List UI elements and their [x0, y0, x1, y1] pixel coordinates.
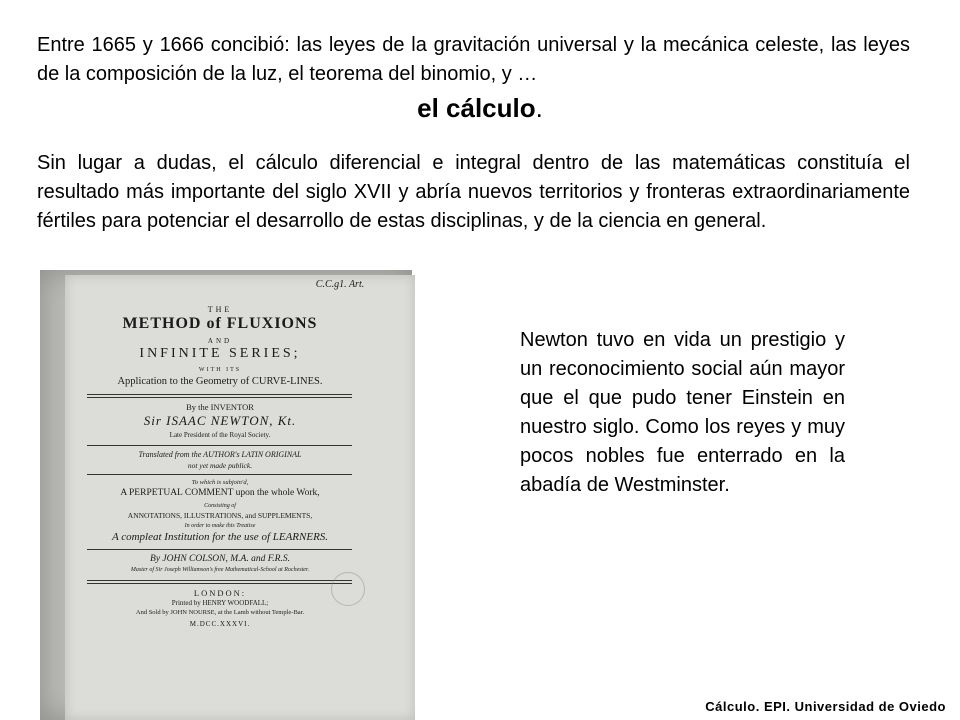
rule: [87, 580, 352, 584]
book-withits: WITH ITS: [198, 367, 242, 373]
book-colson: By JOHN COLSON, M.A. and F.R.S.: [150, 554, 290, 564]
book-and: AND: [207, 337, 233, 345]
book-president: Late President of the Royal Society.: [169, 431, 271, 439]
book-title-line1: METHOD of FLUXIONS: [122, 315, 318, 332]
book-by-inventor: By the INVENTOR: [186, 402, 254, 412]
rule: [87, 549, 352, 550]
book-comment: A PERPETUAL COMMENT upon the whole Work,: [120, 488, 320, 498]
highlight-bold-text: el cálculo: [417, 93, 536, 123]
highlight-heading: [0, 92, 960, 124]
book-translated: Translated from the AUTHOR's LATIN ORIGINAL: [138, 450, 302, 459]
book-master: Master of Sir Joseph Williamson's free Mathematical-School at Rochester.: [130, 567, 310, 573]
shelfmark-note: C.C.g1. Art.: [315, 279, 365, 290]
book-compleat: A compleat Institution for the use of LEARNERS.: [111, 531, 329, 543]
book-consisting: Consisting of: [204, 503, 236, 509]
book-sold: And Sold by JOHN NOURSE, at the Lamb without Temple-Bar.: [135, 609, 305, 616]
intro-paragraph: Entre 1665 y 1666 concibió: las leyes de la gravitación universal y la mecánica celeste, las leyes de la composición de la luz, el teorema del binomio, y …: [37, 34, 910, 85]
rule: [87, 445, 352, 446]
title-page-sheet: [65, 275, 415, 720]
book-london: LONDON:: [193, 588, 247, 598]
book-application: Application to the Geometry of CURVE-LINES.: [117, 376, 323, 387]
book-the: THE: [207, 305, 233, 314]
body-paragraph: Sin lugar a dudas, el cálculo diferencial e integral dentro de las matemáticas constituía el resultado más importante del siglo XVII y abría nuevos territorios y fronteras extraordinariamente fértiles para potenciar el desarrollo de estas disciplinas, y de la ciencia en general.: [37, 152, 910, 232]
book-in-order: In order to make this Treatise: [184, 523, 256, 529]
book-author: Sir ISAAC NEWTON, Kt.: [143, 413, 297, 428]
newton-sidebar-text: Newton tuvo en vida un prestigio y un reconocimiento social aún mayor que el que pudo tener Einstein en nuestro siglo. Como los reyes y muy pocos nobles fue enterrado en la abadía de Westminster.: [520, 329, 845, 496]
rule: [87, 474, 352, 475]
book-year: M.DCC.XXXVI.: [189, 620, 251, 628]
highlight-period: .: [535, 93, 543, 123]
book-subjoined: To which is subjoin'd,: [191, 479, 249, 486]
rule: [87, 394, 352, 398]
book-printed: Printed by HENRY WOODFALL;: [171, 599, 269, 607]
library-stamp-icon: [331, 572, 365, 606]
book-not-published: not yet made publick.: [187, 461, 253, 470]
footer-credit: Cálculo. EPI. Universidad de Oviedo: [705, 699, 946, 714]
book-title-line2: INFINITE SERIES;: [139, 346, 301, 361]
book-annotations: ANNOTATIONS, ILLUSTRATIONS, and SUPPLEMENTS,: [127, 511, 313, 520]
book-title-page-image: [40, 270, 412, 720]
